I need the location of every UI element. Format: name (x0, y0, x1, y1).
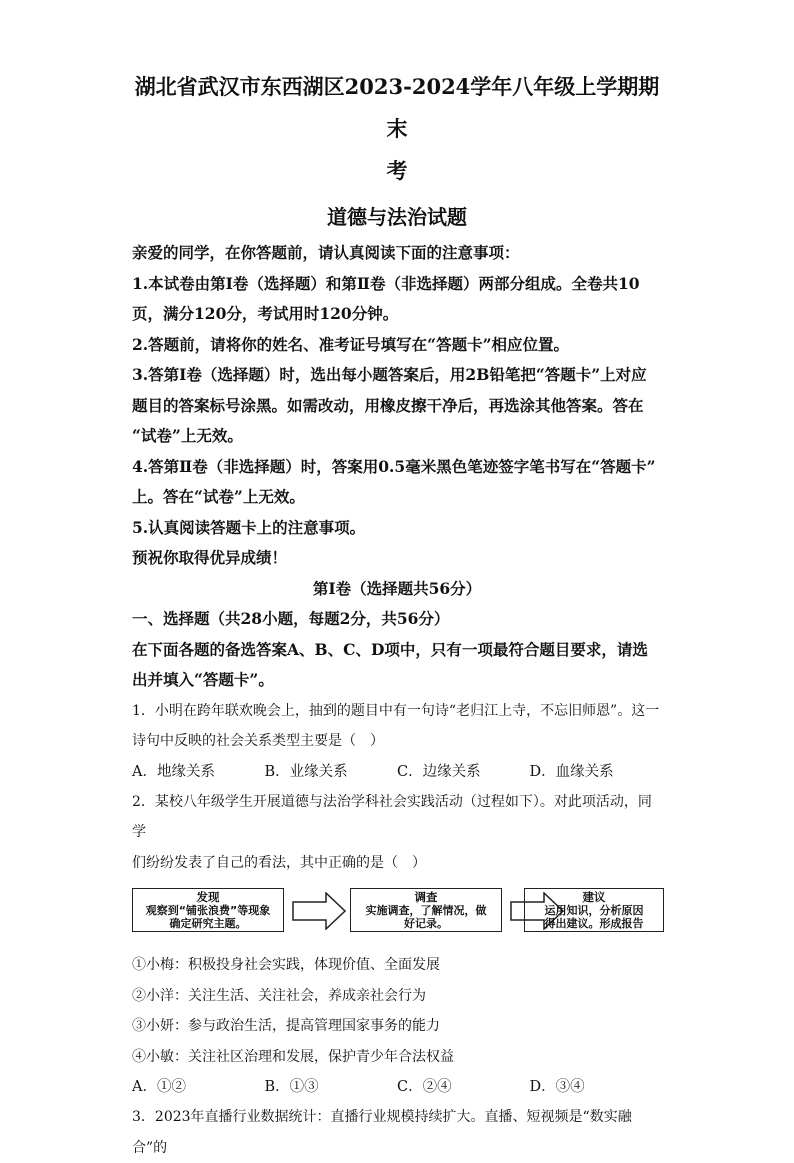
flow-box-suggest-line1: 运用知识，分析原因 (544, 904, 644, 917)
notice-item5: 5.认真阅读答题卡上的注意事项。 (132, 517, 366, 537)
flow-box-survey-head: 调查 (414, 890, 438, 904)
notice-item4a: 4.答第Ⅱ卷（非选择题）时，答案用0.5毫米黑色笔迹签字笔书写在“答题卡” (132, 456, 656, 476)
q1-options (132, 757, 662, 787)
notice-item3b: 题目的答案标号涂黑。如需改动，用橡皮擦干净后，再选涂其他答案。答在 (132, 395, 644, 415)
flow-box-discover (132, 888, 284, 932)
q2-statement-2: ②小洋：关注生活、关注社会，养成亲社会行为 (132, 987, 426, 1004)
q2-stem-a: 2．某校八年级学生开展道德与法治学科社会实践活动（过程如下）。对此项活动，同学 (132, 793, 652, 840)
q2-statement-4: ④小敏：关注社区治理和发展，保护青少年合法权益 (132, 1048, 454, 1065)
flow-box-survey-line1: 实施调查，了解情况，做 (365, 904, 487, 917)
q2-options (132, 1072, 662, 1102)
notice-item3a: 3.答第Ⅰ卷（选择题）时，选出每小题答案后，用2B铅笔把“答题卡”上对应 (132, 365, 647, 384)
q1-option-a: A．地缘关系 (132, 763, 215, 780)
flow-arrow-1-icon (292, 892, 346, 930)
notice-greeting: 亲爱的同学，在你答题前，请认真阅读下面的注意事项： (132, 243, 520, 262)
notice-item1b: 页，满分120分，考试用时120分钟。 (132, 304, 399, 323)
q2-statement-3: ③小妍：参与政治生活，提高管理国家事务的能力 (132, 1018, 440, 1034)
notice-item3c: “试卷”上无效。 (132, 426, 243, 445)
exam-title-line1: 湖北省武汉市东西湖区2023-2024学年八年级上学期期末 (134, 74, 660, 141)
notice-wish: 预祝你取得优异成绩！ (132, 548, 288, 567)
instruction-a: 在下面各题的备选答案A、B、C、D项中，只有一项最符合题目要求，请选 (132, 639, 648, 659)
flow-box-discover-line1: 观察到“铺张浪费”等现象 (145, 904, 271, 917)
q1-stem-a: 1．小明在跨年联欢晚会上，抽到的题目中有一句诗“老归江上寺，不忘旧师恩”。这一 (132, 702, 660, 719)
q1-option-b: B．业缘关系 (264, 763, 348, 780)
q1-option-d: D．血缘关系 (529, 763, 614, 780)
notice-item4b: 上。答在“试卷”上无效。 (132, 487, 305, 506)
exam-subject: 道德与法治试题 (327, 205, 467, 229)
part1-heading: 第Ⅰ卷（选择题共56分） (312, 578, 482, 598)
q1-option-c: C．边缘关系 (397, 763, 481, 780)
flow-box-discover-head: 发现 (196, 890, 220, 904)
q2-option-c: C．②④ (397, 1079, 452, 1095)
q2-option-d: D．③④ (529, 1079, 585, 1095)
flow-box-survey (350, 888, 502, 932)
exam-title-line2: 考 (386, 158, 408, 183)
flow-box-suggest (524, 888, 664, 932)
q2-option-b: B．①③ (264, 1079, 319, 1095)
flow-box-suggest-head: 建议 (582, 890, 606, 904)
instruction-b: 出并填入“答题卡”。 (132, 670, 274, 689)
section-heading: 一、选择题（共28小题，每题2分，共56分） (132, 609, 450, 628)
q2-stem-b: 们纷纷发表了自己的看法，其中正确的是（ ） (132, 854, 426, 871)
q2-flowchart (132, 888, 662, 938)
flow-box-survey-line2: 好记录。 (404, 917, 448, 930)
q1-stem-b: 诗句中反映的社会关系类型主要是（ ） (132, 733, 384, 749)
q2-option-a: A．①② (132, 1079, 186, 1095)
flow-box-discover-line2: 确定研究主题。 (169, 917, 247, 930)
q2-statement-1: ①小梅：积极投身社会实践，体现价值、全面发展 (132, 957, 440, 973)
notice-item1a: 1.本试卷由第Ⅰ卷（选择题）和第Ⅱ卷（非选择题）两部分组成。全卷共10 (132, 273, 640, 293)
flow-box-suggest-line2: 得出建议。形成报告 (544, 917, 644, 930)
q3-stem-a: 3．2023年直播行业数据统计：直播行业规模持续扩大。直播、短视频是“数实融合”的 (132, 1109, 632, 1156)
notice-item2: 2.答题前，请将你的姓名、准考证号填写在“答题卡”相应位置。 (132, 334, 570, 354)
